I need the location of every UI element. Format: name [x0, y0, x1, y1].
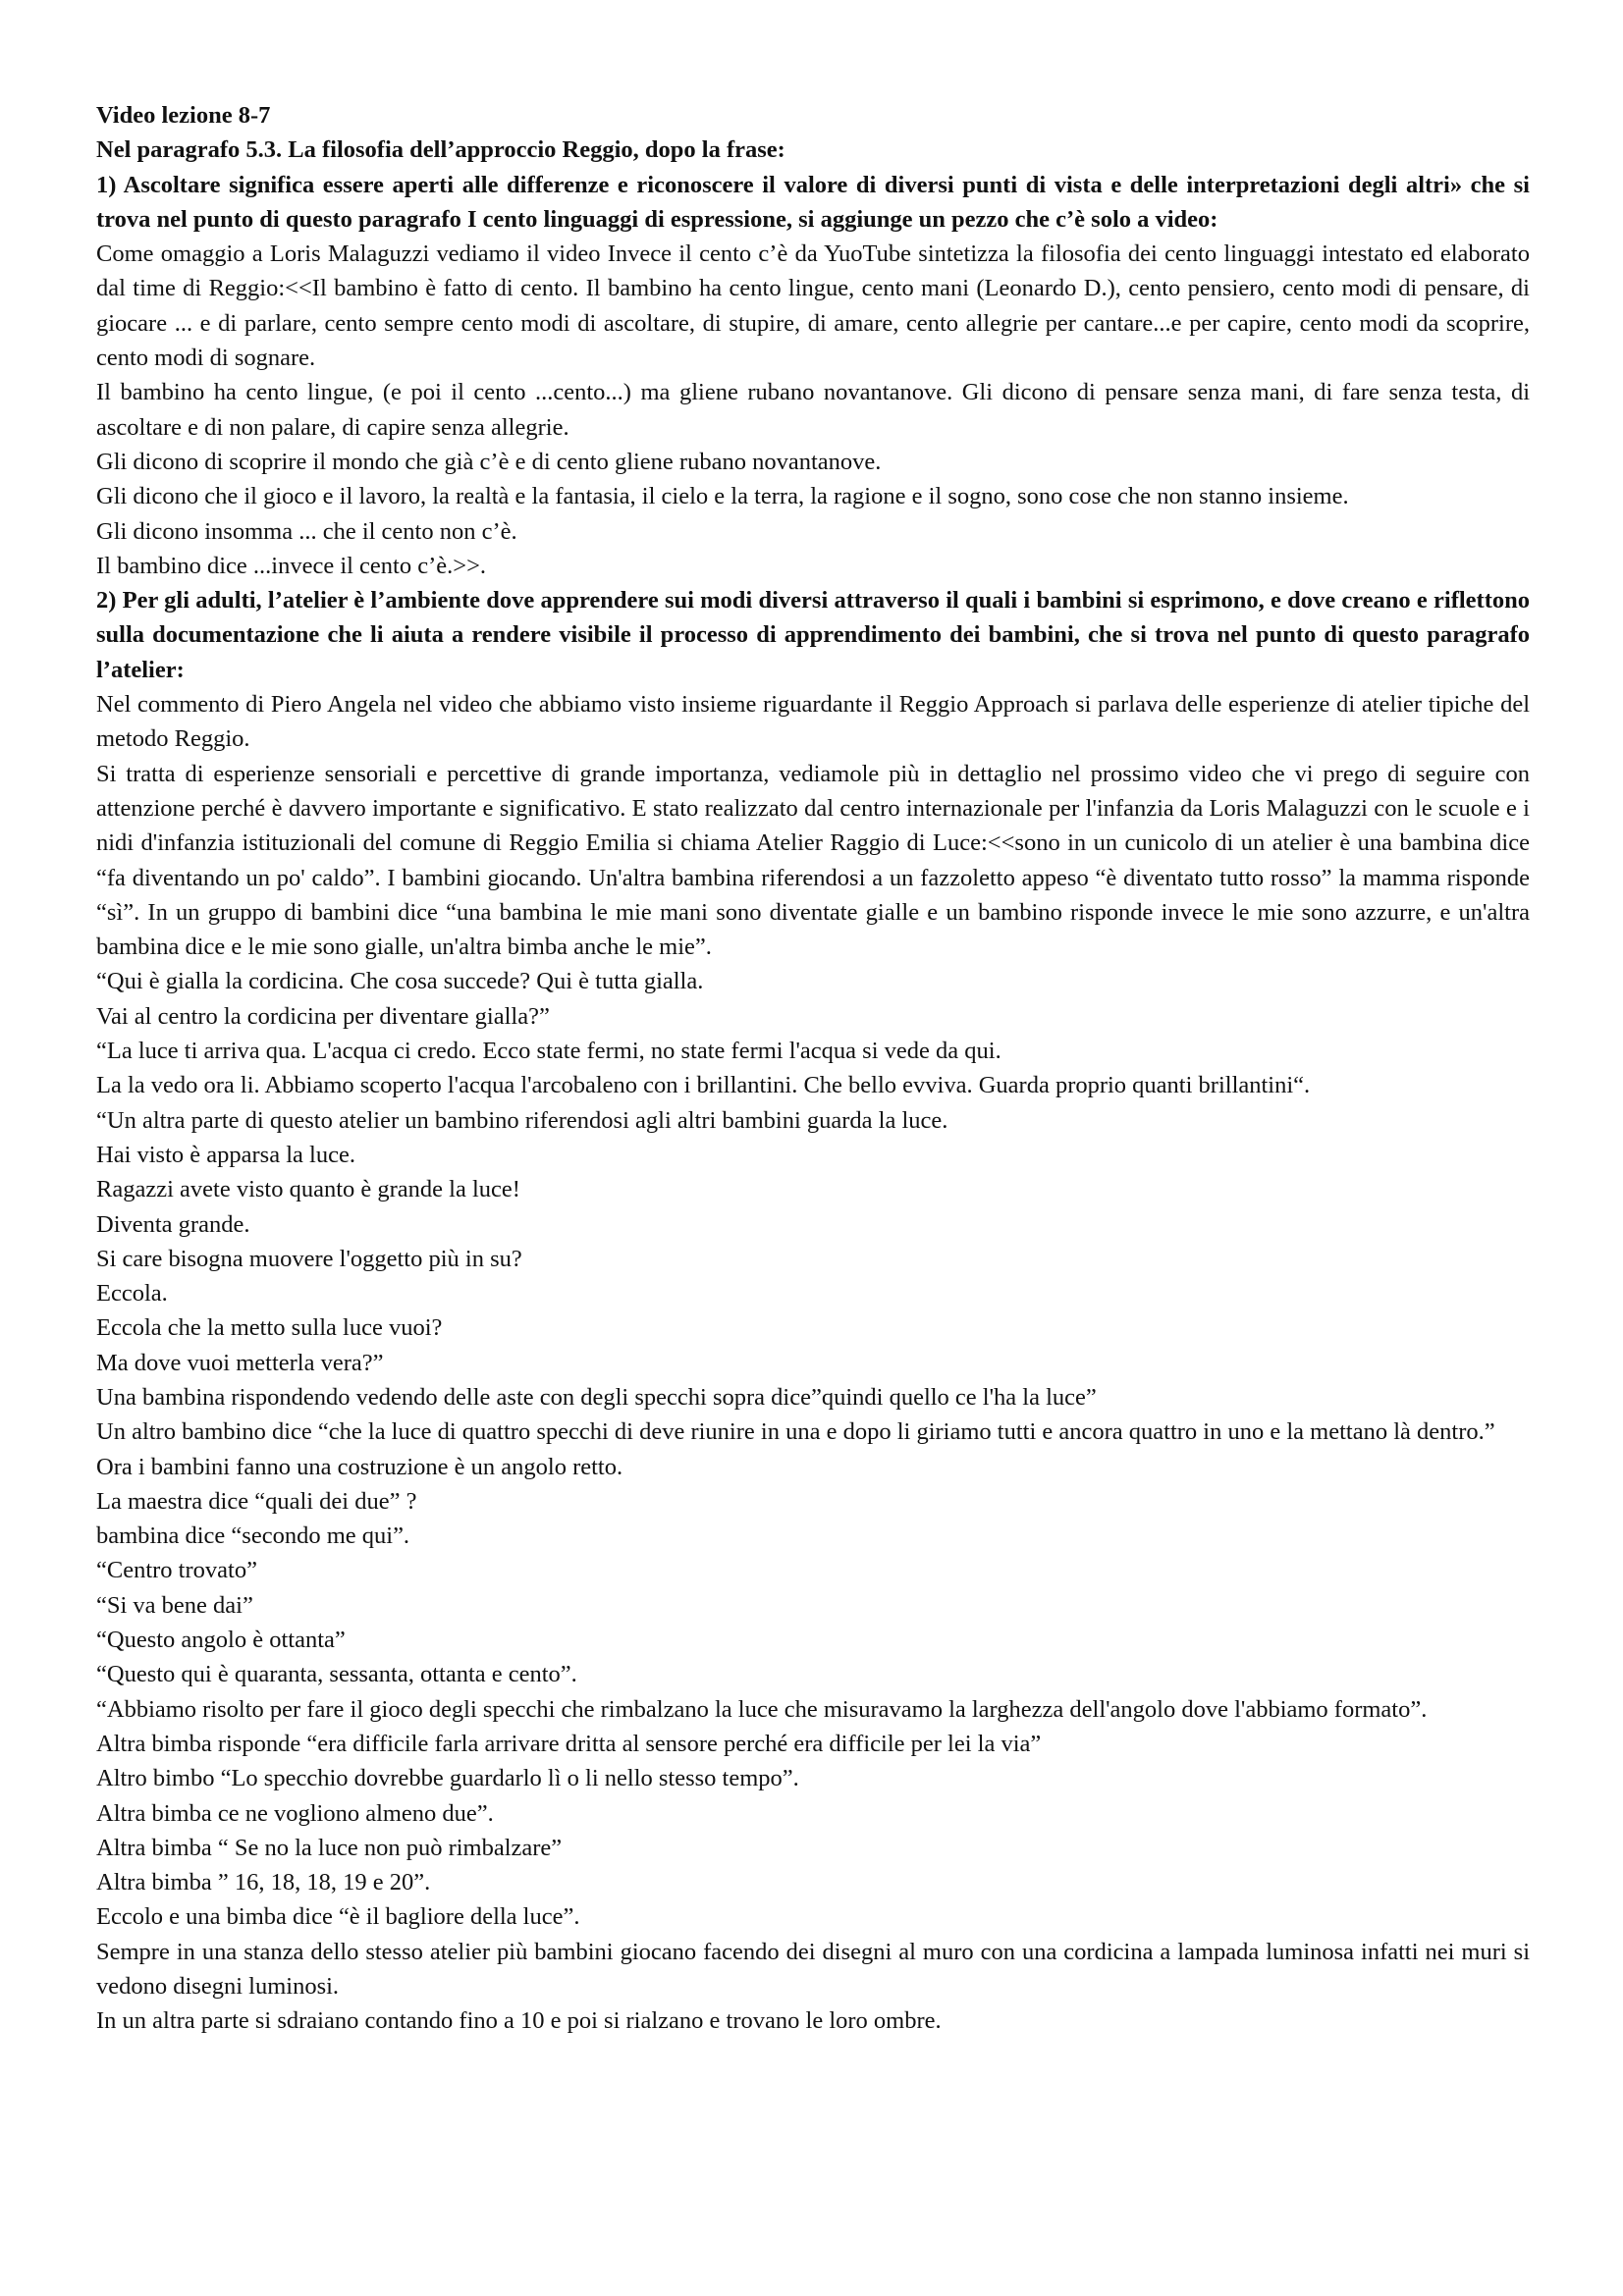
paragraph: Gli dicono insomma ... che il cento non c’è.: [96, 517, 517, 545]
paragraph: “Questo angolo è ottanta”: [96, 1627, 346, 1654]
document-page: [96, 98, 1530, 2039]
paragraph: Si tratta di esperienze sensoriali e percettive di grande importanza, vediamole più in dettaglio nel prossimo video che vi prego di seguire con attenzione perché è davvero importante e significativo. E stato realizzato dal centro internazionale per l'infanzia da Loris Malaguzzi con le scuole e i nidi d'infanzia istituzionali del comune di Reggio Emilia si chiama Atelier Raggio di Luce:<<sono in un cunicolo di un atelier è una bambina dice “fa diventando un po' caldo”. I bambini giocando. Un'altra bambina riferendosi a un fazzoletto appeso “è diventato tutto rosso” la mamma risponde “sì”. In un gruppo di bambini dice “una bambina le mie mani sono diventate gialle e un bambino risponde invece le mie sono azzurre, e un'altra bambina dice e le mie sono gialle, un'altra bimba anche le mie”.: [96, 760, 1530, 961]
paragraph: La maestra dice “quali dei due” ?: [96, 1487, 417, 1515]
paragraph: Vai al centro la cordicina per diventare gialla?”: [96, 1002, 550, 1030]
paragraph: Ora i bambini fanno una costruzione è un angolo retto.: [96, 1453, 623, 1480]
document-title: Video lezione 8-7: [96, 102, 271, 129]
paragraph: La la vedo ora li. Abbiamo scoperto l'acqua l'arcobaleno con i brillantini. Che bello evviva. Guarda proprio quanti brillantini“.: [96, 1072, 1311, 1099]
paragraph: Il bambino ha cento lingue, (e poi il cento ...cento...) ma gliene rubano novantanove. Gli dicono di pensare senza mani, di fare senza testa, di ascoltare e di non palare, di capire senza allegrie.: [96, 379, 1530, 441]
paragraph: bambina dice “secondo me qui”.: [96, 1522, 410, 1550]
paragraph: “Un altra parte di questo atelier un bambino riferendosi agli altri bambini guarda la luce.: [96, 1106, 948, 1134]
paragraph: Una bambina rispondendo vedendo delle aste con degli specchi sopra dice”quindi quello ce l'ha la luce”: [96, 1383, 1097, 1411]
paragraph: “Questo qui è quaranta, sessanta, ottanta e cento”.: [96, 1661, 577, 1688]
paragraph: “La luce ti arriva qua. L'acqua ci credo. Ecco state fermi, no state fermi l'acqua si vede da qui.: [96, 1038, 1001, 1065]
paragraph: Eccola.: [96, 1280, 168, 1308]
paragraph: Eccola che la metto sulla luce vuoi?: [96, 1314, 443, 1342]
paragraph: “Centro trovato”: [96, 1557, 257, 1584]
paragraph: Un altro bambino dice “che la luce di quattro specchi di deve riunire in una e dopo li giriamo tutti e ancora quattro in uno e la mettano là dentro.”: [96, 1418, 1495, 1446]
paragraph: “Abbiamo risolto per fare il gioco degli specchi che rimbalzano la luce che misuravamo la larghezza dell'angolo dove l'abbiamo formato”.: [96, 1695, 1428, 1723]
paragraph: Altra bimba ce ne vogliono almeno due”.: [96, 1799, 494, 1827]
paragraph: Altra bimba ” 16, 18, 18, 19 e 20”.: [96, 1869, 431, 1896]
paragraph: Ma dove vuoi metterla vera?”: [96, 1349, 384, 1376]
section-1-heading: 1) Ascoltare significa essere aperti alle differenze e riconoscere il valore di diversi punti di vista e delle interpretazioni degli altri» che si trova nel punto di questo paragrafo I cento linguaggi di espressione, si aggiunge un pezzo che c’è solo a video:: [96, 171, 1530, 233]
paragraph: Si care bisogna muovere l'oggetto più in su?: [96, 1245, 522, 1272]
paragraph: “Qui è gialla la cordicina. Che cosa succede? Qui è tutta gialla.: [96, 968, 704, 995]
paragraph: Hai visto è apparsa la luce.: [96, 1141, 355, 1168]
paragraph: Il bambino dice ...invece il cento c’è.>>.: [96, 552, 487, 579]
paragraph: Altra bimba risponde “era difficile farla arrivare dritta al sensore perché era difficile per lei la via”: [96, 1730, 1042, 1757]
document-subtitle: Nel paragrafo 5.3. La filosofia dell’approccio Reggio, dopo la frase:: [96, 136, 785, 164]
paragraph: Sempre in una stanza dello stesso atelier più bambini giocano facendo dei disegni al muro con una cordicina a lampada luminosa infatti nei muri si vedono disegni luminosi.: [96, 1938, 1530, 2001]
paragraph: Diventa grande.: [96, 1210, 250, 1238]
paragraph: “Si va bene dai”: [96, 1591, 253, 1619]
paragraph: Nel commento di Piero Angela nel video che abbiamo visto insieme riguardante il Reggio Approach si parlava delle esperienze di atelier tipiche del metodo Reggio.: [96, 691, 1530, 753]
paragraph: Gli dicono di scoprire il mondo che già c’è e di cento gliene rubano novantanove.: [96, 448, 882, 475]
paragraph: Eccolo e una bimba dice “è il bagliore della luce”.: [96, 1903, 580, 1931]
section-2-heading: 2) Per gli adulti, l’atelier è l’ambiente dove apprendere sui modi diversi attraverso il quali i bambini si esprimono, e dove creano e riflettono sulla documentazione che li aiuta a rendere visibile il processo di apprendimento dei bambini, che si trova nel punto di questo paragrafo l’atelier:: [96, 587, 1530, 683]
paragraph: Gli dicono che il gioco e il lavoro, la realtà e la fantasia, il cielo e la terra, la ragione e il sogno, sono cose che non stanno insieme.: [96, 483, 1349, 510]
paragraph: In un altra parte si sdraiano contando fino a 10 e poi si rialzano e trovano le loro ombre.: [96, 2007, 942, 2035]
paragraph: Altra bimba “ Se no la luce non può rimbalzare”: [96, 1834, 563, 1861]
paragraph: Come omaggio a Loris Malaguzzi vediamo il video Invece il cento c’è da YuoTube sintetizza la filosofia dei cento linguaggi intestato ed elaborato dal time di Reggio:<<Il bambino è fatto di cento. Il bambino ha cento lingue, cento mani (Leonardo D.), cento pensiero, cento modi di pensare, di giocare ... e di parlare, cento sempre cento modi di ascoltare, di stupire, di amare, cento allegrie per cantare...e per capire, cento modi da scoprire, cento modi di sognare.: [96, 240, 1530, 372]
paragraph: Altro bimbo “Lo specchio dovrebbe guardarlo lì o li nello stesso tempo”.: [96, 1765, 799, 1792]
paragraph: Ragazzi avete visto quanto è grande la luce!: [96, 1176, 520, 1203]
